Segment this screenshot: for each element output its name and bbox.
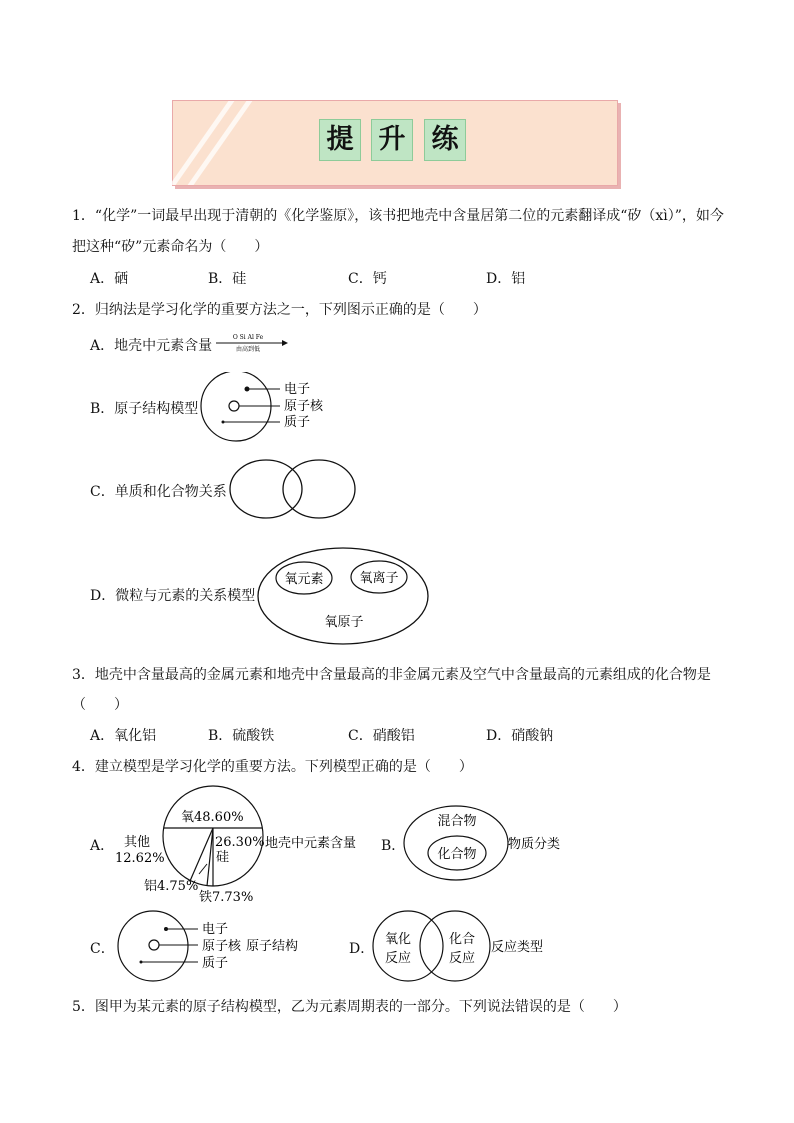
q3-line2: （ ） (72, 697, 128, 713)
q2b-label-nucleus: 原子核 (284, 399, 324, 414)
q3-line1: 3．地壳中含量最高的金属元素和地壳中含量最高的非金属元素及空气中含量最高的元素组成的化合物是 (72, 667, 711, 683)
q1-option-c[interactable]: C．钙 (348, 271, 387, 287)
q4-option-d[interactable]: D． (349, 941, 375, 957)
q4a-pie-pointer (199, 864, 207, 874)
q4b-inner-text: 化合物 (437, 847, 477, 862)
q2-stem: 2．归纳法是学习化学的重要方法之一，下列图示正确的是（ ） (72, 302, 487, 318)
q4c-label-nucleus: 原子核 (202, 939, 242, 954)
banner-char: 提 (319, 119, 361, 161)
q4-option-c[interactable]: C． (90, 941, 115, 957)
q4a-pie-line-aluminum (190, 828, 213, 881)
q2b-label-electron: 电子 (284, 382, 311, 397)
q2d-particle-diagram (256, 546, 432, 648)
q2a-arrow-head (282, 340, 288, 346)
q4c-caption: 原子结构 (246, 939, 299, 954)
banner-char: 升 (371, 119, 413, 161)
q1-option-d[interactable]: D．铝 (486, 271, 526, 287)
q2a-arrow-diagram (214, 330, 290, 354)
q2-option-c[interactable]: C．单质和化合物关系 (90, 484, 227, 500)
q4b-caption: 物质分类 (508, 837, 561, 852)
q4a-pie-line-iron (207, 828, 213, 886)
q2-option-d[interactable]: D．微粒与元素的关系模型 (90, 588, 256, 604)
q2b-atom-diagram (198, 372, 338, 442)
q2-option-a[interactable]: A．地壳中元素含量 (90, 338, 213, 354)
q2a-arrow-top: O Si Al Fe (232, 334, 264, 341)
q2c-right-circle (283, 460, 355, 518)
q1-line2: 把这种“矽”元素命名为（ ） (72, 239, 269, 255)
q4a-silicon-pct: 26.30% (215, 835, 265, 850)
q3-option-c[interactable]: C．硝酸铝 (348, 728, 415, 744)
q2b-nucleus (229, 401, 239, 411)
q4a-other: 其他 (124, 835, 151, 850)
q2d-inner1-text: 氧元素 (284, 572, 324, 587)
q2a-arrow-bottom: 由高到低 (235, 346, 261, 353)
q4-option-a[interactable]: A． (90, 838, 115, 854)
q4a-silicon: 硅 (216, 850, 230, 865)
q4d-left-line1: 氧化 (384, 932, 412, 947)
q4d-right-line1: 化合 (448, 932, 476, 947)
q4b-classification-diagram (402, 804, 572, 884)
q4-stem: 4．建立模型是学习化学的重要方法。下列模型正确的是（ ） (72, 759, 473, 775)
q4a-oxygen: 氧48.60% (181, 810, 244, 825)
section-banner (172, 100, 618, 186)
q4c-nucleus (149, 940, 159, 950)
q2b-label-proton: 质子 (284, 415, 311, 430)
q2c-left-circle (230, 460, 302, 518)
q4d-right-line2: 反应 (448, 951, 476, 966)
q4a-iron: 铁7.73% (199, 890, 254, 905)
q4a-other-pct: 12.62% (115, 851, 165, 866)
q3-option-b[interactable]: B．硫酸铁 (208, 728, 275, 744)
q4d-venn-diagram (370, 910, 560, 982)
q5-stem: 5．图甲为某元素的原子结构模型，乙为元素周期表的一部分。下列说法错误的是（ ） (72, 999, 627, 1015)
q2c-venn-diagram (226, 456, 360, 524)
q4d-left-line2: 反应 (384, 951, 412, 966)
q4b-outer-text: 混合物 (437, 814, 477, 829)
q1-option-b[interactable]: B．硅 (208, 271, 247, 287)
q4a-pie-diagram (110, 784, 380, 908)
q4c-atom-diagram (114, 910, 314, 982)
q1-option-a[interactable]: A．硒 (90, 271, 129, 287)
q3-option-d[interactable]: D．硝酸钠 (486, 728, 554, 744)
q4a-caption: 地壳中元素含量 (265, 836, 357, 851)
q2-option-b[interactable]: B．原子结构模型 (90, 401, 199, 417)
q4c-atom-circle (118, 911, 188, 981)
q4c-label-proton: 质子 (202, 956, 229, 971)
banner-char: 练 (424, 119, 466, 161)
q2d-inner2-text: 氧离子 (359, 571, 399, 586)
q2d-outer-text: 氧原子 (324, 615, 364, 630)
q3-option-a[interactable]: A．氧化铝 (90, 728, 157, 744)
q4a-aluminum: 铝4.75% (144, 879, 199, 894)
q4-option-b[interactable]: B． (381, 838, 406, 854)
q1-line1: 1．“化学”一词最早出现于清朝的《化学鉴原》，该书把地壳中含量居第二位的元素翻译成“矽（xì）”，如今 (72, 208, 724, 224)
q4d-caption: 反应类型 (491, 940, 544, 955)
q4c-label-electron: 电子 (202, 922, 229, 937)
